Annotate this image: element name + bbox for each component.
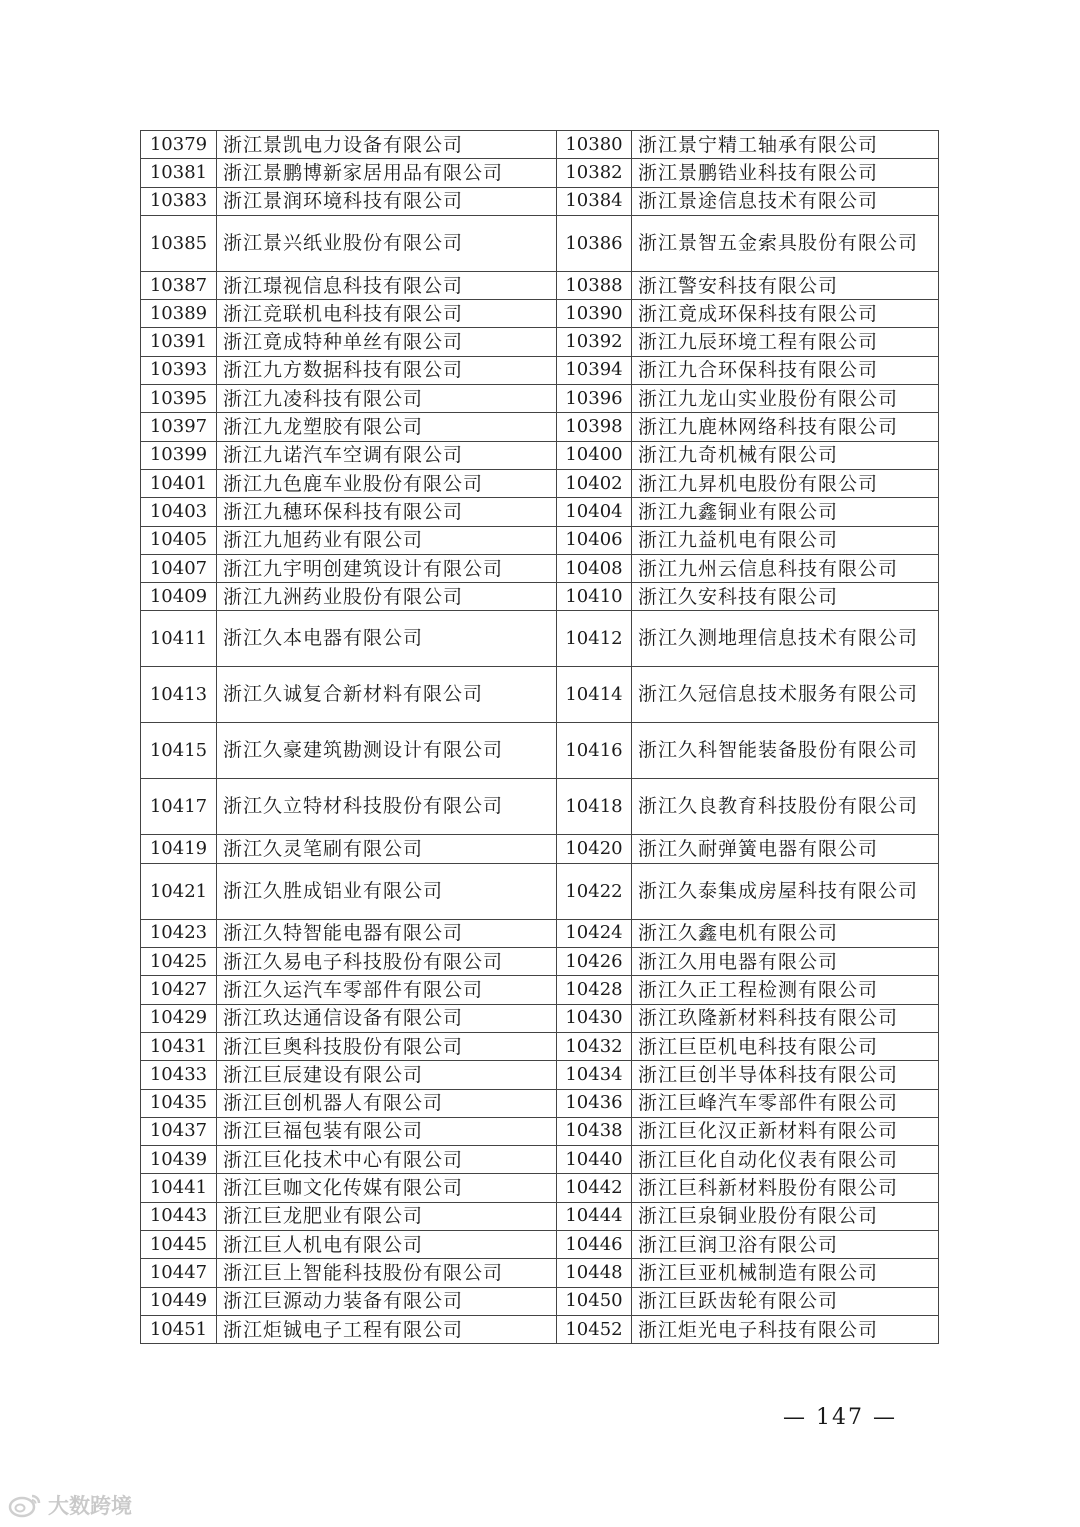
company-name: 浙江久泰集成房屋科技有限公司 xyxy=(632,863,939,919)
company-number: 10415 xyxy=(141,723,217,779)
company-number: 10396 xyxy=(557,385,632,413)
company-name: 浙江九合环保科技有限公司 xyxy=(632,356,939,384)
company-number: 10445 xyxy=(141,1231,217,1259)
company-name: 浙江景智五金索具股份有限公司 xyxy=(632,215,939,271)
company-number: 10422 xyxy=(557,863,632,919)
company-name: 浙江久胜成铝业有限公司 xyxy=(217,863,557,919)
company-number: 10437 xyxy=(141,1117,217,1145)
company-number: 10410 xyxy=(557,583,632,611)
company-number: 10443 xyxy=(141,1202,217,1230)
table-row xyxy=(141,356,939,384)
company-name: 浙江九益机电有限公司 xyxy=(632,526,939,554)
company-name: 浙江巨人机电有限公司 xyxy=(217,1231,557,1259)
company-number: 10418 xyxy=(557,779,632,835)
table-row xyxy=(141,723,939,779)
company-name: 浙江巨创机器人有限公司 xyxy=(217,1089,557,1117)
company-name: 浙江九诺汽车空调有限公司 xyxy=(217,441,557,469)
company-name: 浙江巨咖文化传媒有限公司 xyxy=(217,1174,557,1202)
table-row xyxy=(141,413,939,441)
company-name: 浙江久诚复合新材料有限公司 xyxy=(217,667,557,723)
table-row xyxy=(141,131,939,159)
company-name: 浙江巨亚机械制造有限公司 xyxy=(632,1259,939,1287)
company-number: 10379 xyxy=(141,131,217,159)
table-row xyxy=(141,469,939,497)
company-number: 10382 xyxy=(557,159,632,187)
company-number: 10446 xyxy=(557,1231,632,1259)
company-name: 浙江九鹿林网络科技有限公司 xyxy=(632,413,939,441)
company-name: 浙江久豪建筑勘测设计有限公司 xyxy=(217,723,557,779)
company-number: 10409 xyxy=(141,583,217,611)
table-row xyxy=(141,1032,939,1060)
company-name: 浙江九昇机电股份有限公司 xyxy=(632,469,939,497)
company-name: 浙江景兴纸业股份有限公司 xyxy=(217,215,557,271)
company-name: 浙江巨源动力装备有限公司 xyxy=(217,1287,557,1315)
company-name: 浙江久鑫电机有限公司 xyxy=(632,919,939,947)
company-number: 10432 xyxy=(557,1032,632,1060)
company-number: 10431 xyxy=(141,1032,217,1060)
company-name: 浙江巨福包装有限公司 xyxy=(217,1117,557,1145)
company-name: 浙江竟成环保科技有限公司 xyxy=(632,300,939,328)
company-number: 10440 xyxy=(557,1146,632,1174)
company-number: 10395 xyxy=(141,385,217,413)
company-number: 10401 xyxy=(141,469,217,497)
company-number: 10450 xyxy=(557,1287,632,1315)
company-number: 10414 xyxy=(557,667,632,723)
company-name: 浙江久正工程检测有限公司 xyxy=(632,976,939,1004)
company-name: 浙江九奇机械有限公司 xyxy=(632,441,939,469)
table-row xyxy=(141,835,939,863)
company-number: 10394 xyxy=(557,356,632,384)
table-row xyxy=(141,300,939,328)
company-number: 10433 xyxy=(141,1061,217,1089)
table-row xyxy=(141,919,939,947)
table-row xyxy=(141,215,939,271)
table-row xyxy=(141,1231,939,1259)
company-number: 10385 xyxy=(141,215,217,271)
company-number: 10426 xyxy=(557,948,632,976)
company-number: 10416 xyxy=(557,723,632,779)
table-row xyxy=(141,667,939,723)
table-row xyxy=(141,611,939,667)
company-name: 浙江巨辰建设有限公司 xyxy=(217,1061,557,1089)
company-number: 10419 xyxy=(141,835,217,863)
company-number: 10429 xyxy=(141,1004,217,1032)
table-row xyxy=(141,948,939,976)
company-name: 浙江巨化汉正新材料有限公司 xyxy=(632,1117,939,1145)
company-name: 浙江景润环境科技有限公司 xyxy=(217,187,557,215)
company-name: 浙江巨润卫浴有限公司 xyxy=(632,1231,939,1259)
company-number: 10423 xyxy=(141,919,217,947)
table-row xyxy=(141,1117,939,1145)
company-number: 10380 xyxy=(557,131,632,159)
company-number: 10398 xyxy=(557,413,632,441)
company-name: 浙江竞联机电科技有限公司 xyxy=(217,300,557,328)
watermark xyxy=(8,1490,132,1520)
company-number: 10435 xyxy=(141,1089,217,1117)
company-name: 浙江璟视信息科技有限公司 xyxy=(217,271,557,299)
company-name: 浙江久安科技有限公司 xyxy=(632,583,939,611)
company-number: 10417 xyxy=(141,779,217,835)
company-number: 10441 xyxy=(141,1174,217,1202)
company-number: 10447 xyxy=(141,1259,217,1287)
table-row xyxy=(141,1259,939,1287)
company-number: 10407 xyxy=(141,554,217,582)
company-name: 浙江久用电器有限公司 xyxy=(632,948,939,976)
company-name: 浙江九龙山实业股份有限公司 xyxy=(632,385,939,413)
company-number: 10411 xyxy=(141,611,217,667)
table-row xyxy=(141,498,939,526)
company-name: 浙江久本电器有限公司 xyxy=(217,611,557,667)
company-number: 10444 xyxy=(557,1202,632,1230)
company-list-table xyxy=(140,130,939,1344)
company-number: 10413 xyxy=(141,667,217,723)
company-number: 10449 xyxy=(141,1287,217,1315)
company-number: 10390 xyxy=(557,300,632,328)
company-name: 浙江久耐弹簧电器有限公司 xyxy=(632,835,939,863)
table-row xyxy=(141,271,939,299)
company-number: 10405 xyxy=(141,526,217,554)
company-name: 浙江景鹏锆业科技有限公司 xyxy=(632,159,939,187)
company-name: 浙江九色鹿车业股份有限公司 xyxy=(217,469,557,497)
company-name: 浙江巨龙肥业有限公司 xyxy=(217,1202,557,1230)
company-number: 10399 xyxy=(141,441,217,469)
table-row xyxy=(141,159,939,187)
company-name: 浙江玖达通信设备有限公司 xyxy=(217,1004,557,1032)
company-number: 10442 xyxy=(557,1174,632,1202)
company-number: 10404 xyxy=(557,498,632,526)
company-number: 10408 xyxy=(557,554,632,582)
table-row xyxy=(141,187,939,215)
company-number: 10406 xyxy=(557,526,632,554)
table-row xyxy=(141,1174,939,1202)
company-name: 浙江九穗环保科技有限公司 xyxy=(217,498,557,526)
company-name: 浙江巨臣机电科技有限公司 xyxy=(632,1032,939,1060)
company-number: 10402 xyxy=(557,469,632,497)
table-row xyxy=(141,328,939,356)
company-name: 浙江景途信息技术有限公司 xyxy=(632,187,939,215)
table-row xyxy=(141,441,939,469)
company-name: 浙江九辰环境工程有限公司 xyxy=(632,328,939,356)
company-name: 浙江久科智能装备股份有限公司 xyxy=(632,723,939,779)
company-name: 浙江久冠信息技术服务有限公司 xyxy=(632,667,939,723)
company-name: 浙江巨化自动化仪表有限公司 xyxy=(632,1146,939,1174)
table-row xyxy=(141,526,939,554)
company-number: 10438 xyxy=(557,1117,632,1145)
company-name: 浙江巨科新材料股份有限公司 xyxy=(632,1174,939,1202)
company-name: 浙江巨跃齿轮有限公司 xyxy=(632,1287,939,1315)
watermark-text: 大数跨境 xyxy=(48,1494,132,1518)
table-row xyxy=(141,976,939,1004)
company-number: 10434 xyxy=(557,1061,632,1089)
company-name: 浙江九洲药业股份有限公司 xyxy=(217,583,557,611)
company-number: 10403 xyxy=(141,498,217,526)
company-name: 浙江景凯电力设备有限公司 xyxy=(217,131,557,159)
company-number: 10420 xyxy=(557,835,632,863)
table-row xyxy=(141,583,939,611)
weibo-logo-icon xyxy=(8,1492,42,1518)
company-name: 浙江九鑫铜业有限公司 xyxy=(632,498,939,526)
company-number: 10383 xyxy=(141,187,217,215)
table-row xyxy=(141,863,939,919)
company-name: 浙江景宁精工轴承有限公司 xyxy=(632,131,939,159)
company-name: 浙江久运汽车零部件有限公司 xyxy=(217,976,557,1004)
company-name: 浙江巨创半导体科技有限公司 xyxy=(632,1061,939,1089)
company-name: 浙江久良教育科技股份有限公司 xyxy=(632,779,939,835)
company-number: 10428 xyxy=(557,976,632,1004)
company-name: 浙江巨奥科技股份有限公司 xyxy=(217,1032,557,1060)
company-name: 浙江警安科技有限公司 xyxy=(632,271,939,299)
company-list-body xyxy=(141,131,939,1344)
company-number: 10412 xyxy=(557,611,632,667)
table-row xyxy=(141,1287,939,1315)
company-number: 10397 xyxy=(141,413,217,441)
company-name: 浙江玖隆新材料科技有限公司 xyxy=(632,1004,939,1032)
company-name: 浙江九旭药业有限公司 xyxy=(217,526,557,554)
page-number: — 147 — xyxy=(783,1405,897,1430)
company-name: 浙江巨泉铜业股份有限公司 xyxy=(632,1202,939,1230)
company-name: 浙江炬光电子科技有限公司 xyxy=(632,1315,939,1343)
table-row xyxy=(141,1089,939,1117)
table-row xyxy=(141,1146,939,1174)
company-number: 10430 xyxy=(557,1004,632,1032)
company-name: 浙江久测地理信息技术有限公司 xyxy=(632,611,939,667)
company-name: 浙江炬铖电子工程有限公司 xyxy=(217,1315,557,1343)
company-name: 浙江巨上智能科技股份有限公司 xyxy=(217,1259,557,1287)
company-number: 10448 xyxy=(557,1259,632,1287)
company-name: 浙江景鹏博新家居用品有限公司 xyxy=(217,159,557,187)
company-number: 10384 xyxy=(557,187,632,215)
company-number: 10393 xyxy=(141,356,217,384)
company-number: 10452 xyxy=(557,1315,632,1343)
company-name: 浙江久易电子科技股份有限公司 xyxy=(217,948,557,976)
company-number: 10425 xyxy=(141,948,217,976)
company-name: 浙江久灵笔刷有限公司 xyxy=(217,835,557,863)
table-row xyxy=(141,1315,939,1343)
company-number: 10387 xyxy=(141,271,217,299)
company-number: 10427 xyxy=(141,976,217,1004)
company-name: 浙江九方数据科技有限公司 xyxy=(217,356,557,384)
company-number: 10421 xyxy=(141,863,217,919)
company-number: 10451 xyxy=(141,1315,217,1343)
company-number: 10400 xyxy=(557,441,632,469)
company-number: 10392 xyxy=(557,328,632,356)
company-name: 浙江九州云信息科技有限公司 xyxy=(632,554,939,582)
company-number: 10439 xyxy=(141,1146,217,1174)
company-number: 10391 xyxy=(141,328,217,356)
company-number: 10424 xyxy=(557,919,632,947)
table-row xyxy=(141,385,939,413)
company-name: 浙江九凌科技有限公司 xyxy=(217,385,557,413)
company-number: 10381 xyxy=(141,159,217,187)
table-row xyxy=(141,554,939,582)
company-name: 浙江久特智能电器有限公司 xyxy=(217,919,557,947)
company-number: 10436 xyxy=(557,1089,632,1117)
table-row xyxy=(141,1061,939,1089)
company-name: 浙江九宇明创建筑设计有限公司 xyxy=(217,554,557,582)
company-name: 浙江巨化技术中心有限公司 xyxy=(217,1146,557,1174)
company-number: 10388 xyxy=(557,271,632,299)
table-row xyxy=(141,1004,939,1032)
company-number: 10386 xyxy=(557,215,632,271)
table-row xyxy=(141,779,939,835)
company-name: 浙江巨峰汽车零部件有限公司 xyxy=(632,1089,939,1117)
company-name: 浙江久立特材科技股份有限公司 xyxy=(217,779,557,835)
table-row xyxy=(141,1202,939,1230)
company-name: 浙江九龙塑胶有限公司 xyxy=(217,413,557,441)
company-name: 浙江竟成特种单丝有限公司 xyxy=(217,328,557,356)
company-number: 10389 xyxy=(141,300,217,328)
